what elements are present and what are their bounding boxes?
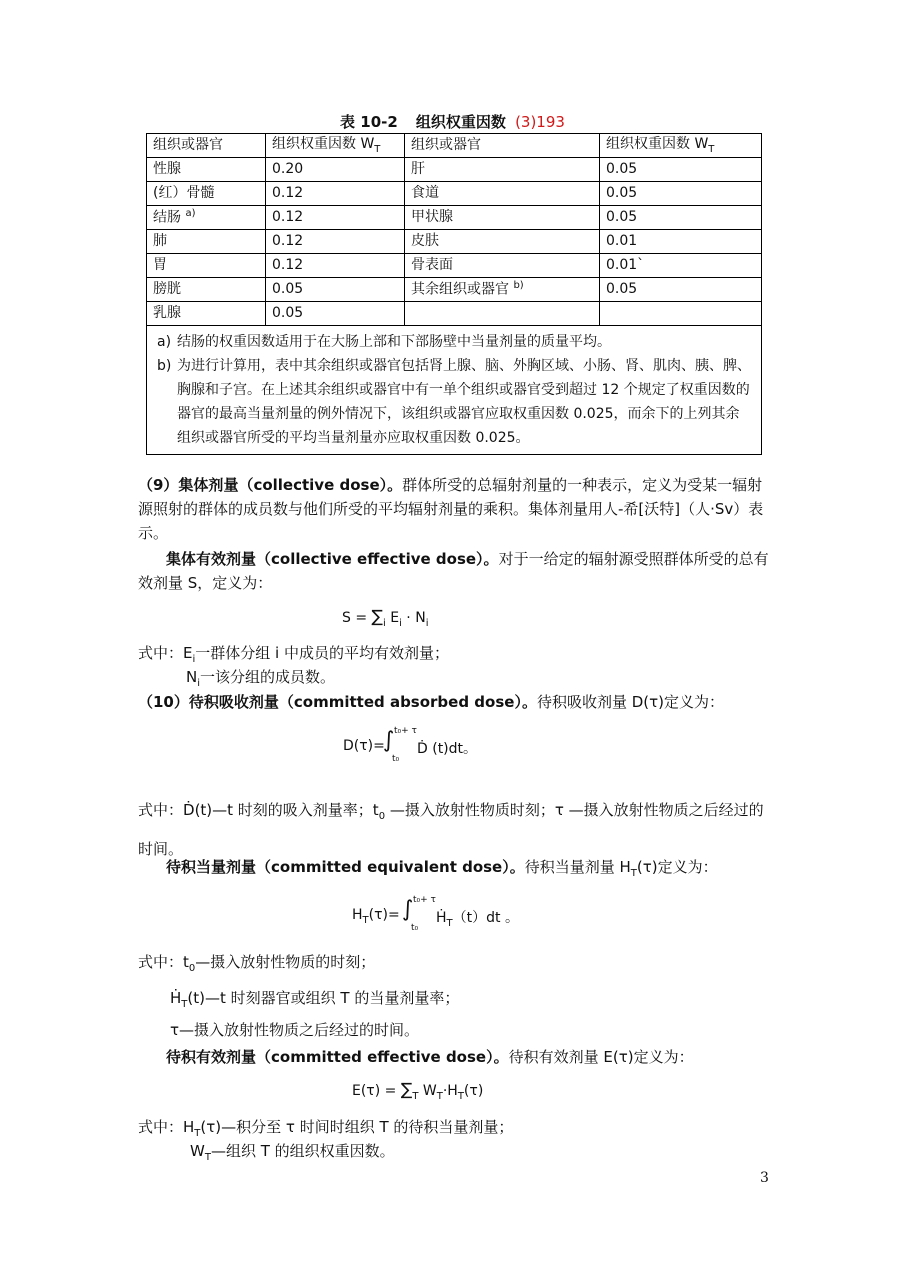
- factor-cell: [600, 302, 762, 326]
- section-heading: 待积有效剂量（committed effective dose）。: [166, 1048, 509, 1066]
- table-note-b: b) 为进行计算用，表中其余组织或器官包括肾上腺、脑、外胸区域、小肠、肾、肌肉、胰、脾、胸腺和子宫。在上述其余组织或器官中有一单个组织或器官受到超过 12 个规定了权重因数的器官的最高当量剂量的例外情况下，该组织或器官应取权重因数 0.025，而余下的上列其余组织或器官所受的平均当量剂量亦应取权重因数 0.025。: [157, 358, 751, 446]
- table-row: [147, 158, 762, 182]
- organ-cell: 甲状腺: [405, 206, 600, 230]
- section-committed-equivalent-dose: 待积当量剂量（committed equivalent dose）。待积当量剂量 $H_T(\tau)$定义为：: [166, 858, 718, 879]
- table-reference: (3)193: [515, 113, 565, 131]
- factor-cell: 0.12: [266, 182, 405, 206]
- where-clause-t0: 式中：$t_0—$摄入放射性物质的时刻；: [138, 953, 376, 974]
- where-clause-d: 式中：Ḋ(t)—t 时刻的吸入剂量率；$t_0$ —摄入放射性物质时刻；τ —摄入放射性物质之后经过的时间。: [138, 801, 764, 858]
- factor-cell: 0.05: [600, 278, 762, 302]
- section-committed-absorbed-dose: [138, 690, 774, 714]
- footnote-marker: a): [185, 208, 196, 220]
- section-text: 待积有效剂量 E(τ)定义为：: [508, 1048, 694, 1066]
- table-header-row: [147, 134, 762, 158]
- table-label: 表 10-2: [340, 113, 398, 131]
- organ-cell: 膀胱: [147, 278, 266, 302]
- factor-cell: 0.05: [600, 158, 762, 182]
- header-factor-2: 组织权重因数 $W_T$: [600, 134, 762, 158]
- factor-cell: 0.12: [266, 206, 405, 230]
- section-text: 待积吸收剂量 D(τ)定义为：: [536, 693, 725, 711]
- table-row: [147, 206, 762, 230]
- section-heading: （9）集体剂量（collective dose）。: [138, 476, 403, 494]
- where-clause-wt: $W_T—$组织 T 的组织权重因数。: [190, 1142, 395, 1163]
- table-note-a: a) 结肠的权重因数适用于在大肠上部和下部肠壁中当量剂量的质量平均。: [157, 334, 611, 350]
- header-organ-2: 组织或器官: [405, 134, 600, 158]
- section-heading: （10）待积吸收剂量（committed absorbed dose）。: [138, 693, 537, 711]
- table-row: [147, 278, 762, 302]
- organ-cell: [405, 302, 600, 326]
- factor-cell: 0.05: [266, 278, 405, 302]
- header-factor-1: 组织权重因数 $W_T$: [266, 134, 405, 158]
- factor-cell: 0.05: [600, 182, 762, 206]
- table-title: 组织权重因数: [415, 113, 506, 131]
- organ-cell: (红）骨髓: [147, 182, 266, 206]
- section-text: 群体所受的总辐射剂量的一种表示，定义为受某一辐射源照射的群体的成员数与他们所受的平均辐射剂量的乘积。集体剂量用人-希[沃特]（人·Sv）表示。: [138, 476, 764, 542]
- organ-cell: 乳腺: [147, 302, 266, 326]
- section-collective-effective-dose: [138, 547, 770, 595]
- organ-cell: 食道: [405, 182, 600, 206]
- section-heading: 待积当量剂量（committed equivalent dose）。: [166, 858, 525, 876]
- equation-committed-effective-dose: $E(\tau) = \sum_T$ $W_T\cdot H_T(\tau)$: [352, 1080, 484, 1102]
- section-heading: 集体有效剂量（collective effective dose）。: [166, 550, 499, 568]
- where-clause-htau: 式中：$H_T(\tau)—$积分至 τ 时间时组织 T 的待积当量剂量；: [138, 1118, 514, 1139]
- factor-cell: 0.20: [266, 158, 405, 182]
- footnote-marker: b): [513, 280, 524, 292]
- organ-cell: 胃: [147, 254, 266, 278]
- table-notes: [147, 326, 762, 455]
- table-row: [147, 182, 762, 206]
- organ-cell: 其余组织或器官 $^{b)}$: [405, 278, 600, 302]
- section-collective-dose: [138, 473, 770, 545]
- table-row: [147, 302, 762, 326]
- equation-collective-effective-dose: $S = \sum_i$ $E_i \cdot N_i$: [342, 607, 429, 629]
- organ-cell: 皮肤: [405, 230, 600, 254]
- organ-cell: 肺: [147, 230, 266, 254]
- factor-cell: 0.05: [600, 206, 762, 230]
- table-row: [147, 230, 762, 254]
- where-clause-ht: Ḣ$_T$(t)—t 时刻器官或组织 T 的当量剂量率；: [170, 989, 460, 1010]
- where-clause-n: $N_i$一该分组的成员数。: [186, 668, 336, 689]
- table-row: [147, 254, 762, 278]
- document-page: 表 10-2 组织权重因数 (3)193 组织或器官 组织权重因数 $W_T$ 组织或器官 组织权重因数 $W_T$ 性腺 0.20 肝 0.05 (红）骨髓 0.12 食道 0.05 结肠 $^{a)}$ 0.12 甲状腺 0.05 肺 0.12 皮肤 0.01 胃 0.12 骨表面 0.01` 膀胱 0.05 其余组织或器官 $^{b)}$ 0.05 乳腺 0.05 a) 结肠的权重因数适用于在大肠上部和下部肠壁中当量剂量的质量平均。 b) 为进行计算用，表中其余组织或器官包括肾上腺、脑、外胸区域、小肠、肾、肌肉、胰、脾、胸腺和子宫。在上述其余组织或器官中有一单个组织或器官受到超过 12 个规定了权重因数的器官的最高当量剂量的例外情况下，该组织或器官应取权重因数 0.025，而余下的上列其余组织或器官所受的平均当量剂量亦应取权重因数 0.025。 （9）集体剂量（collective dose）。群体所受的总辐射剂量的一种表示，定义为受某一辐射源照射的群体的成员数与他们所受的平均辐射剂量的乘积。集体剂量用人-希[沃特]（人·Sv）表示。 集体有效剂量（collective effective dose）。对于一给定的辐射源受照群体所受的总有效剂量 S，定义为： $S = \sum_i$ $E_i \cdot N_i$ 式中：$E_i$一群体分组 i 中成员的平均有效剂量； $N_i$一该分组的成员数。 （10）待积吸收剂量（committed absorbed dose）。待积吸收剂量 D(τ)定义为： D(τ)= ∫ t₀+ τ t₀ Ḋ (t)dt。 式中：Ḋ(t)—t 时刻的吸入剂量率；$t_0$ —摄入放射性物质时刻；τ —摄入放射性物质之后经过的时间。 待积当量剂量（committed equivalent dose）。待积当量剂量 $H_T(\tau)$定义为： $H_T(\tau)=$ ∫ t₀+ τ t₀ Ḣ$_T$（t）dt 。 式中：$t_0—$摄入放射性物质的时刻； Ḣ$_T$(t)—t 时刻器官或组织 T 的当量剂量率； τ—摄入放射性物质之后经过的时间。 待积有效剂量（committed effective dose）。待积有效剂量 E(τ)定义为： $E(\tau) = \sum_T$ $W_T\cdot H_T(\tau)$ 式中：$H_T(\tau)—$积分至 τ 时间时组织 T 的待积当量剂量； $W_T—$组织 T 的组织权重因数。 3: [0, 0, 905, 1280]
- tissue-weighting-table: [146, 133, 762, 455]
- page-number: 3: [760, 1170, 769, 1186]
- where-clause-s: 式中：$E_i$一群体分组 i 中成员的平均有效剂量；: [138, 644, 449, 665]
- section-committed-effective-dose: [166, 1045, 802, 1069]
- factor-cell: 0.12: [266, 230, 405, 254]
- factor-cell: 0.12: [266, 254, 405, 278]
- table-caption: [0, 111, 905, 132]
- factor-cell: 0.01`: [600, 254, 762, 278]
- header-organ-1: 组织或器官: [147, 134, 266, 158]
- factor-cell: 0.05: [266, 302, 405, 326]
- organ-cell: 性腺: [147, 158, 266, 182]
- organ-cell: 肝: [405, 158, 600, 182]
- factor-cell: 0.01: [600, 230, 762, 254]
- organ-cell: 结肠 $^{a)}$: [147, 206, 266, 230]
- where-clause-tau: τ—摄入放射性物质之后经过的时间。: [170, 1021, 420, 1039]
- table-notes-row: [147, 326, 762, 455]
- section-text: 对于一给定的辐射源受照群体所受的总有效剂量 S，定义为：: [138, 550, 769, 592]
- organ-cell: 骨表面: [405, 254, 600, 278]
